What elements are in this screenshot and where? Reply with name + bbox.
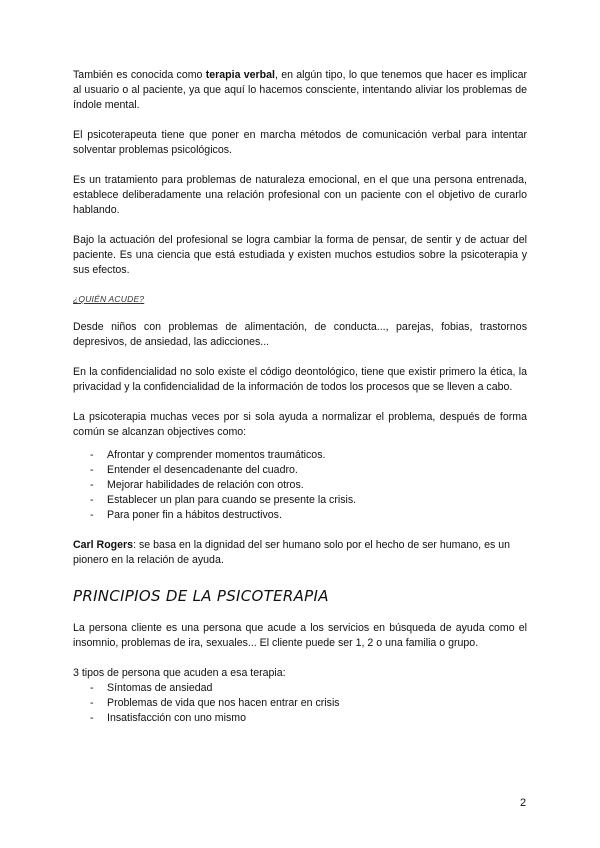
paragraph-desde-ninos: Desde niños con problemas de alimentación, de conducta..., parejas, fobias, trastornos depresivos, de ansiedad, las adicciones... <box>73 321 527 348</box>
list-item: - Problemas de vida que nos hacen entrar en crisis <box>73 696 527 711</box>
section-heading-principios: PRINCIPIOS DE LA PSICOTERAPIA <box>73 587 329 605</box>
paragraph-objetivos: La psicoterapia muchas veces por si sola ayuda a normalizar el problema, después de forma común se alcanzan objectives como: <box>73 411 527 438</box>
paragraph-psicoterapeuta: El psicoterapeuta tiene que poner en marcha métodos de comunicación verbal para intentar solventar problemas psicológicos. <box>73 129 527 156</box>
paragraph-carl-rogers <box>73 538 527 568</box>
paragraph-intro <box>73 68 527 113</box>
list-item: - Mejorar habilidades de relación con otros. <box>73 478 527 493</box>
paragraph-tratamiento: Es un tratamiento para problemas de naturaleza emocional, en el que una persona entrenada, establece deliberadamente una relación profesional con un paciente con el objetivo de curarlo hablando. <box>73 174 527 216</box>
objectives-list <box>73 448 527 523</box>
types-list <box>73 681 527 726</box>
rogers-text: : se basa en la dignidad del ser humano solo por el hecho de ser humano, es un pionero en la relación de ayuda. <box>73 539 510 566</box>
paragraph-confidencialidad: En la confidencialidad no solo existe el código deontológico, tiene que existir primero la ética, la privacidad y la confidencialidad de la información de todos los procesos que se lleven a cabo. <box>73 366 527 393</box>
term-terapia-verbal: terapia verbal <box>205 69 275 81</box>
list-item: - Afrontar y comprender momentos traumáticos. <box>73 448 527 463</box>
page-number: 2 <box>520 797 527 809</box>
list-item: - Insatisfacción con uno mismo <box>73 711 527 726</box>
document-page <box>73 68 527 726</box>
paragraph-persona-cliente: La persona cliente es una persona que acude a los servicios en búsqueda de ayuda como el insomnio, problemas de ira, sexuales... El cliente puede ser 1, 2 o una familia o grupo. <box>73 622 527 649</box>
name-carl-rogers: Carl Rogers <box>73 539 134 551</box>
intro-text: También es conocida como <box>73 69 206 81</box>
list-item: - Para poner fin a hábitos destructivos. <box>73 508 527 523</box>
intro-text-cont: , en algún tipo, lo que tenemos que hacer es implicar al usuario o al paciente, ya que aquí lo hacemos consciente, intentando aliviar los problemas de índole mental. <box>73 69 527 111</box>
paragraph-tipos: 3 tipos de persona que acuden a esa terapia: <box>73 667 286 679</box>
list-item: - Entender el desencadenante del cuadro. <box>73 463 527 478</box>
list-item: - Establecer un plan para cuando se presente la crisis. <box>73 493 527 508</box>
paragraph-actuacion: Bajo la actuación del profesional se logra cambiar la forma de pensar, de sentir y de actuar del paciente. Es una ciencia que está estudiada y existen muchos estudios sobre la psicoterapia y sus efectos. <box>73 234 527 276</box>
subheading-quien-acude: ¿QUIÉN ACUDE? <box>73 294 145 304</box>
list-item: - Síntomas de ansiedad <box>73 681 527 696</box>
